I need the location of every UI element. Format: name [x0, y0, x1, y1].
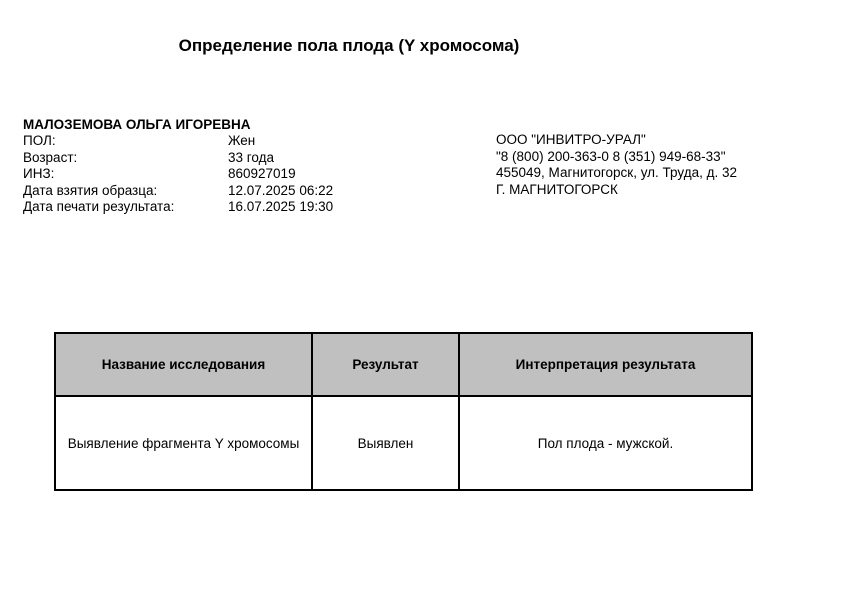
table-header-row [55, 333, 752, 396]
cell-result: Выявлен [312, 396, 459, 490]
lab-name: ООО "ИНВИТРО-УРАЛ" [496, 132, 646, 147]
document-title: Определение пола плода (Y хромосома) [178, 36, 520, 55]
patient-field-sex [23, 133, 443, 150]
patient-field-inz [23, 166, 443, 183]
cell-test-name: Выявление фрагмента Y хромосомы [55, 396, 312, 490]
field-label: Дата печати результата: [23, 199, 175, 215]
field-label: Возраст: [23, 149, 78, 165]
patient-field-sample-date [23, 183, 443, 200]
header-interpretation: Интерпретация результата [459, 333, 752, 396]
patient-field-age [23, 150, 443, 167]
field-value: Жен [228, 133, 256, 148]
patient-name: МАЛОЗЕМОВА ОЛЬГА ИГОРЕВНА [23, 117, 251, 132]
patient-info [23, 116, 443, 216]
patient-field-print-date [23, 199, 443, 216]
field-value: 12.07.2025 06:22 [228, 182, 334, 198]
field-label: Дата взятия образца: [23, 182, 158, 198]
field-label: ПОЛ: [23, 133, 56, 148]
header-test-name: Название исследования [55, 333, 312, 396]
lab-info [496, 132, 836, 198]
lab-city: Г. МАГНИТОГОРСК [496, 181, 618, 197]
table-row [55, 396, 752, 490]
lab-phone: "8 (800) 200-363-0 8 (351) 949-68-33" [496, 148, 726, 164]
field-value: 860927019 [228, 166, 296, 182]
field-value: 16.07.2025 19:30 [228, 199, 334, 215]
lab-address: 455049, Магнитогорск, ул. Труда, д. 32 [496, 165, 737, 181]
header-result: Результат [312, 333, 459, 396]
field-label: ИНЗ: [23, 166, 55, 182]
field-value: 33 года [228, 149, 274, 165]
results-table [54, 332, 753, 491]
cell-interpretation: Пол плода - мужской. [459, 396, 752, 490]
